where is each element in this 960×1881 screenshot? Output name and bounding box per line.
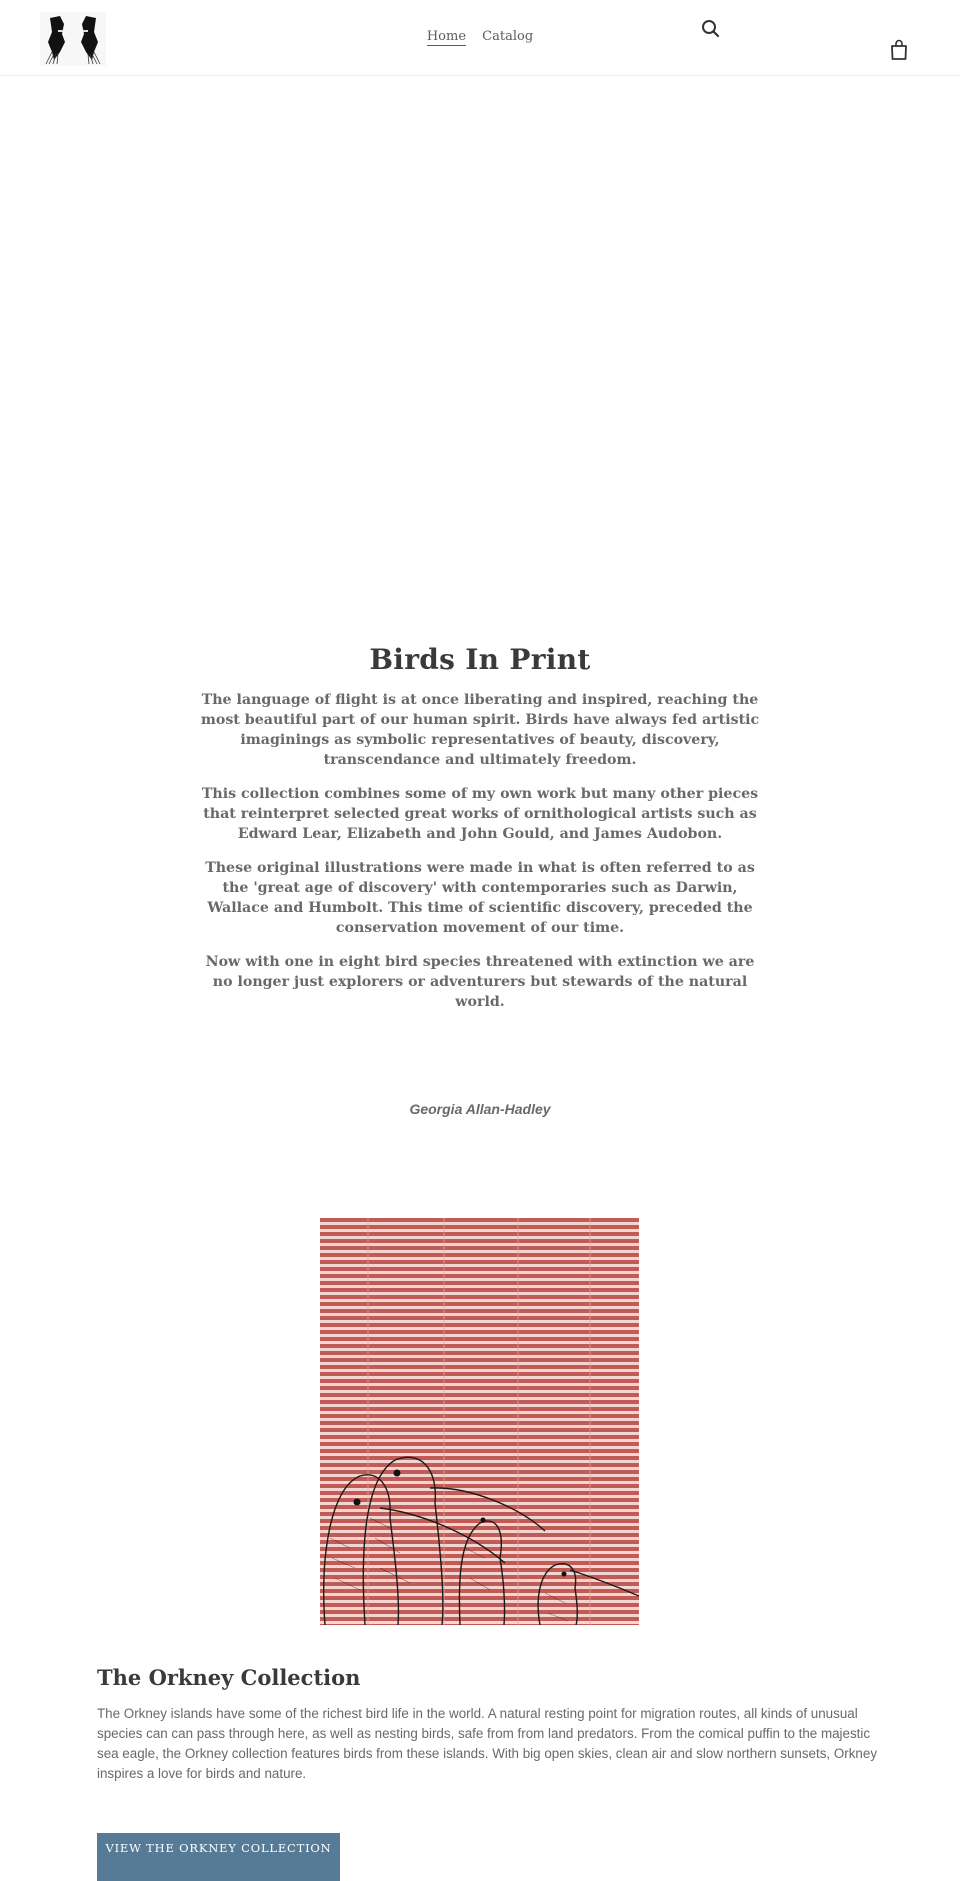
orkney-collection-section <box>97 1660 887 1784</box>
cart-icon <box>889 39 909 61</box>
collection-description: The Orkney islands have some of the richest bird life in the world. A natural resting point for migration routes, all kinds of unusual species can can pass through here, as well as nesting birds, safe from from land predators. From the comical puffin to the majestic sea eagle, the Orkney collection features birds from these islands. With big open skies, clean air and slow northern sunsets, Orkney inspires a love for birds and nature. <box>97 1706 878 1781</box>
page-title: Birds In Print <box>369 643 591 676</box>
search-icon <box>700 18 722 40</box>
collection-title: The Orkney Collection <box>97 1665 361 1690</box>
nav-home[interactable]: Home <box>426 29 467 44</box>
search-button[interactable] <box>700 18 722 40</box>
nav-catalog[interactable]: Catalog <box>482 29 534 44</box>
intro-paragraph-1: The language of flight is at once liberating and inspired, reaching the most beautiful part of our human spirit. Birds have always fed artistic imaginings as symbolic representatives of beauty, discovery, transcendance and ultimately freedom. <box>200 692 760 768</box>
main-nav <box>0 29 960 46</box>
orkney-collection-image[interactable] <box>320 1218 639 1625</box>
site-header <box>0 0 960 76</box>
intro-paragraph-4: Now with one in eight bird species threatened with extinction we are no longer just explorers or adventurers but stewards of the natural world. <box>205 954 755 1010</box>
intro-paragraph-3: These original illustrations were made in what is often referred to as the 'great age of discovery' with contemporaries such as Darwin, Wallace and Humbolt. This time of scientific discovery, preceded the conservation movement of our time. <box>205 860 755 936</box>
curlew-illustration <box>320 1218 639 1625</box>
intro-section <box>200 640 760 1026</box>
author-signature: Georgia Allan-Hadley <box>409 1101 551 1117</box>
view-orkney-collection-button[interactable]: VIEW THE ORKNEY COLLECTION <box>97 1833 340 1881</box>
hero-banner <box>0 77 960 637</box>
cart-button[interactable] <box>889 39 909 61</box>
intro-paragraph-2: This collection combines some of my own work but many other pieces that reinterpret selected great works of ornithological artists such as Edward Lear, Elizabeth and John Gould, and James Audobon. <box>201 786 759 842</box>
